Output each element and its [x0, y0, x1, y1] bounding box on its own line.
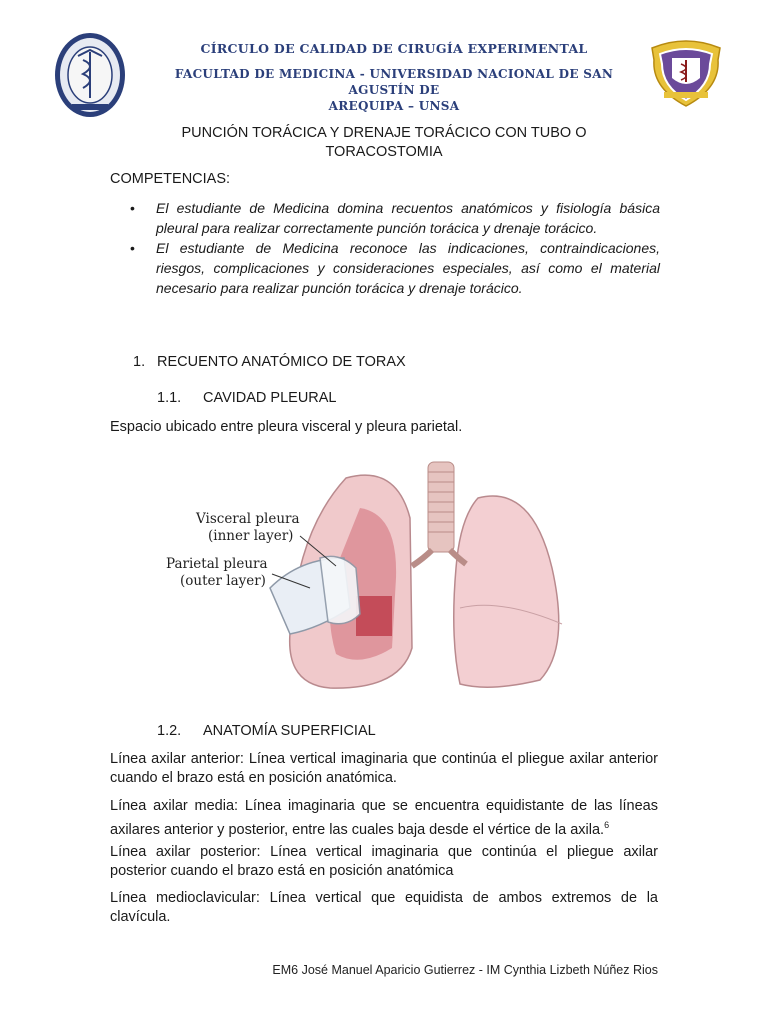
circle-quality-seal-icon	[52, 30, 128, 120]
competencias-list	[110, 198, 660, 298]
section-heading-1-1	[157, 390, 337, 406]
section-heading-1	[133, 354, 406, 370]
section-title: CAVIDAD PLEURAL	[203, 390, 337, 406]
list-item-text: El estudiante de Medicina domina recuentos anatómicos y fisiología básica pleural para realizar correctamente punción torácica y drenaje torácico.	[156, 200, 660, 236]
section-number: 1.2.	[157, 723, 182, 739]
page-footer: EM6 José Manuel Aparicio Gutierrez - IM Cynthia Lizbeth Núñez Rios	[272, 963, 658, 977]
parietal-pleura-label	[166, 556, 268, 590]
paragraph-anterior-axillary: Línea axilar anterior: Línea vertical imaginaria que continúa el pliegue axilar anterior cuando el brazo está en posición anatómica.	[110, 751, 658, 786]
header-title: CÍRCULO DE CALIDAD DE CIRUGÍA EXPERIMENTAL	[200, 41, 588, 56]
paragraph-posterior-axillary: Línea axilar posterior: Línea vertical imaginaria que continúa el pliegue axilar posterior cuando el brazo está en posición anatómica	[110, 844, 658, 879]
competencias-heading: COMPETENCIAS:	[110, 171, 231, 187]
list-item	[110, 238, 660, 298]
section-title: ANATOMÍA SUPERFICIAL	[203, 723, 376, 739]
bullet-icon: •	[130, 240, 135, 256]
paragraph-mid-axillary-text: Línea axilar media: Línea imaginaria que se encuentra equidistante de las líneas axilares anterior y posterior, entre las cuales baja desde el vértice de la axila.	[110, 798, 658, 838]
visceral-pleura-label	[196, 511, 300, 545]
visceral-pleura-label-line1: Visceral pleura	[196, 511, 300, 527]
visceral-pleura-label-line2: (inner layer)	[208, 528, 294, 544]
paragraph-midclavicular: Línea medioclavicular: Línea vertical que equidista de ambos extremos de la clavícula.	[110, 890, 658, 925]
faculty-shield-crest-icon	[650, 38, 722, 108]
document-title-line1: PUNCIÓN TORÁCICA Y DRENAJE TORÁCICO CON TUBO O	[181, 125, 587, 141]
section-number: 1.1.	[157, 390, 182, 406]
list-item	[110, 198, 660, 238]
bullet-icon: •	[130, 200, 135, 216]
header-faculty	[145, 66, 643, 114]
header-faculty-line1: FACULTAD DE MEDICINA - UNIVERSIDAD NACIONAL DE SAN AGUSTÍN DE	[174, 67, 614, 97]
parietal-pleura-label-line1: Parietal pleura	[166, 556, 268, 572]
footnote-reference: 6	[604, 820, 610, 830]
pleural-cavity-text: Espacio ubicado entre pleura visceral y pleura parietal.	[110, 419, 463, 435]
pleura-figure	[160, 458, 600, 693]
parietal-pleura-label-line2: (outer layer)	[180, 573, 266, 589]
document-title	[140, 124, 628, 162]
section-number: 1.	[133, 354, 146, 370]
list-item-text: El estudiante de Medicina reconoce las indicaciones, contraindicaciones, riesgos, complicaciones y consideraciones especiales, así como el material necesario para realizar punción torácica y drenaje torácico.	[156, 240, 660, 296]
section-heading-1-2	[157, 723, 376, 739]
header-faculty-line2: AREQUIPA – UNSA	[328, 99, 460, 113]
section-title: RECUENTO ANATÓMICO DE TORAX	[157, 354, 406, 370]
paragraph-mid-axillary	[110, 797, 658, 840]
document-title-line2: TORACOSTOMIA	[325, 144, 443, 160]
